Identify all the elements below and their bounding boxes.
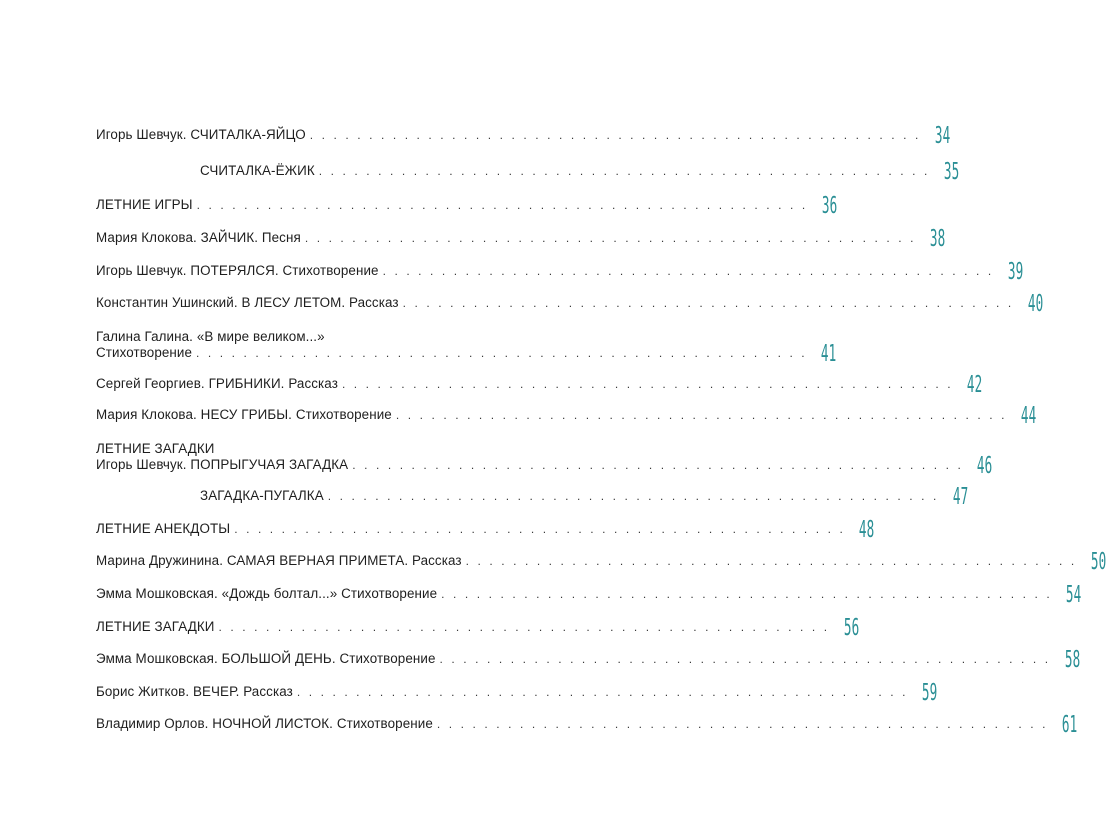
toc-entry-line xyxy=(96,159,960,185)
toc-entry-title: ЛЕТНИЕ ЗАГАДКИ xyxy=(96,619,215,634)
page-number: 39 xyxy=(1007,259,1024,285)
toc-entry xyxy=(96,484,969,510)
page-number: 44 xyxy=(1020,403,1037,429)
toc-entry xyxy=(96,647,1080,673)
toc-entry xyxy=(96,517,875,543)
dot-leader: . . . . . . . . . . . . . . . . . . . . . . . . . . . . . . . . . . . . . . . . . . . . . . . . . . . . xyxy=(218,620,830,634)
toc-entry-line xyxy=(96,341,837,367)
page-number: 54 xyxy=(1066,582,1082,608)
dot-leader: . . . . . . . . . . . . . . . . . . . . . . . . . . . . . . . . . . . . . . . . . . . . . . . . . . . . xyxy=(436,717,1049,731)
toc-entry-line xyxy=(96,484,969,510)
toc-entry-title: Константин Ушинский. В ЛЕСУ ЛЕТОМ. Рассказ xyxy=(96,295,399,310)
dot-leader: . . . . . . . . . . . . . . . . . . . . . . . . . . . . . . . . . . . . . . . . . . . . . . . . . . . . xyxy=(234,522,846,536)
page-number: 36 xyxy=(821,193,838,219)
toc-entry-line xyxy=(96,193,838,219)
toc-entry-title: Сергей Георгиев. ГРИБНИКИ. Рассказ xyxy=(96,376,338,391)
toc-entry xyxy=(96,549,1106,575)
toc-entry-line xyxy=(96,680,938,706)
dot-leader: . . . . . . . . . . . . . . . . . . . . . . . . . . . . . . . . . . . . . . . . . . . . . . . . . . . . xyxy=(395,408,1008,422)
toc-entry-title: Мария Клокова. ЗАЙЧИК. Песня xyxy=(96,230,301,245)
page-number: 48 xyxy=(859,517,875,543)
toc-entry xyxy=(96,582,1082,608)
dot-leader: . . . . . . . . . . . . . . . . . . . . . . . . . . . . . . . . . . . . . . . . . . . . . . . . . . . . xyxy=(441,587,1053,601)
toc-entry-title: Эмма Мошковская. БОЛЬШОЙ ДЕНЬ. Стихотворение xyxy=(96,651,436,666)
page-number: 58 xyxy=(1064,647,1080,673)
page-number: 46 xyxy=(977,453,993,479)
dot-leader: . . . . . . . . . . . . . . . . . . . . . . . . . . . . . . . . . . . . . . . . . . . . . . . . . . . . xyxy=(304,231,917,245)
toc-entry xyxy=(96,441,993,479)
dot-leader: . . . . . . . . . . . . . . . . . . . . . . . . . . . . . . . . . . . . . . . . . . . . . . . . . . . . xyxy=(341,377,954,391)
page-number: 40 xyxy=(1027,291,1044,317)
dot-leader: . . . . . . . . . . . . . . . . . . . . . . . . . . . . . . . . . . . . . . . . . . . . . . . . . . . . xyxy=(327,489,939,503)
toc-entry xyxy=(96,680,938,706)
page-number: 56 xyxy=(843,615,859,641)
toc-entry-title: Игорь Шевчук. ПОТЕРЯЛСЯ. Стихотворение xyxy=(96,263,379,278)
page-number: 47 xyxy=(952,484,969,510)
toc-entry-line xyxy=(96,291,1044,317)
toc-entry xyxy=(96,226,946,252)
toc-entry xyxy=(96,372,983,398)
toc-entry xyxy=(96,615,859,641)
toc-entry-line xyxy=(96,226,946,252)
toc-entry-title: Стихотворение xyxy=(96,345,193,360)
toc-entry xyxy=(96,403,1037,429)
page-number: 42 xyxy=(967,372,983,398)
dot-leader: . . . . . . . . . . . . . . . . . . . . . . . . . . . . . . . . . . . . . . . . . . . . . . . . . . . . xyxy=(196,346,808,360)
toc-entry-line xyxy=(96,259,1024,285)
toc-entry xyxy=(96,712,1078,738)
toc-entry-title: Борис Житков. ВЕЧЕР. Рассказ xyxy=(96,684,293,699)
dot-leader: . . . . . . . . . . . . . . . . . . . . . . . . . . . . . . . . . . . . . . . . . . . . . . . . . . . . xyxy=(439,652,1051,666)
toc-entry-title: СЧИТАЛКА-ЁЖИК xyxy=(200,163,315,178)
toc-entry xyxy=(96,159,960,185)
dot-leader: . . . . . . . . . . . . . . . . . . . . . . . . . . . . . . . . . . . . . . . . . . . . . . . . . . . . xyxy=(465,554,1077,568)
dot-leader: . . . . . . . . . . . . . . . . . . . . . . . . . . . . . . . . . . . . . . . . . . . . . . . . . . . . xyxy=(402,296,1014,310)
toc-entry-title: Владимир Орлов. НОЧНОЙ ЛИСТОК. Стихотворение xyxy=(96,716,433,731)
toc-entry xyxy=(96,259,1024,285)
toc-entry-title: Мария Клокова. НЕСУ ГРИБЫ. Стихотворение xyxy=(96,407,392,422)
toc-entry xyxy=(96,193,838,219)
toc-entry-lead: ЛЕТНИЕ ЗАГАДКИ xyxy=(96,441,215,456)
toc-entry-line xyxy=(96,712,1078,738)
dot-leader: . . . . . . . . . . . . . . . . . . . . . . . . . . . . . . . . . . . . . . . . . . . . . . . . . . . . xyxy=(382,264,994,278)
toc-entry-title: Игорь Шевчук. ПОПРЫГУЧАЯ ЗАГАДКА xyxy=(96,457,349,472)
dot-leader: . . . . . . . . . . . . . . . . . . . . . . . . . . . . . . . . . . . . . . . . . . . . . . . . . . . . xyxy=(352,458,964,472)
toc-entry xyxy=(96,329,837,367)
toc-entry xyxy=(96,123,951,149)
dot-leader: . . . . . . . . . . . . . . . . . . . . . . . . . . . . . . . . . . . . . . . . . . . . . . . . . . . . xyxy=(318,164,930,178)
page-number: 50 xyxy=(1090,549,1106,575)
dot-leader: . . . . . . . . . . . . . . . . . . . . . . . . . . . . . . . . . . . . . . . . . . . . . . . . . . . . xyxy=(296,685,909,699)
toc-entry-line xyxy=(96,453,993,479)
page-number: 38 xyxy=(929,226,946,252)
toc-entry-line xyxy=(96,582,1082,608)
page-number: 61 xyxy=(1061,712,1078,738)
page-number: 41 xyxy=(821,341,837,367)
page-number: 34 xyxy=(934,123,951,149)
toc-entry-title: ЛЕТНИЕ АНЕКДОТЫ xyxy=(96,521,231,536)
page-number: 35 xyxy=(943,159,960,185)
toc-entry-line xyxy=(96,615,859,641)
toc-entry-title: ЛЕТНИЕ ИГРЫ xyxy=(96,197,193,212)
page-number: 59 xyxy=(921,680,938,706)
toc-entry-line xyxy=(96,123,951,149)
toc-entry-title: Марина Дружинина. САМАЯ ВЕРНАЯ ПРИМЕТА. Рассказ xyxy=(96,553,462,568)
toc-entry-title: Эмма Мошковская. «Дождь болтал...» Стихотворение xyxy=(96,586,438,601)
toc-entry xyxy=(96,291,1044,317)
toc-entry-line xyxy=(96,372,983,398)
toc-entry-title: ЗАГАДКА-ПУГАЛКА xyxy=(200,488,324,503)
toc-entry-line xyxy=(96,647,1080,673)
toc-entry-line xyxy=(96,403,1037,429)
toc-entry-lead: Галина Галина. «В мире великом...» xyxy=(96,329,325,344)
dot-leader: . . . . . . . . . . . . . . . . . . . . . . . . . . . . . . . . . . . . . . . . . . . . . . . . . . . . xyxy=(309,128,921,142)
toc-entry-line xyxy=(96,549,1106,575)
toc-entry-title: Игорь Шевчук. СЧИТАЛКА-ЯЙЦО xyxy=(96,127,306,142)
toc-entry-line xyxy=(96,517,875,543)
dot-leader: . . . . . . . . . . . . . . . . . . . . . . . . . . . . . . . . . . . . . . . . . . . . . . . . . . . . xyxy=(196,198,808,212)
